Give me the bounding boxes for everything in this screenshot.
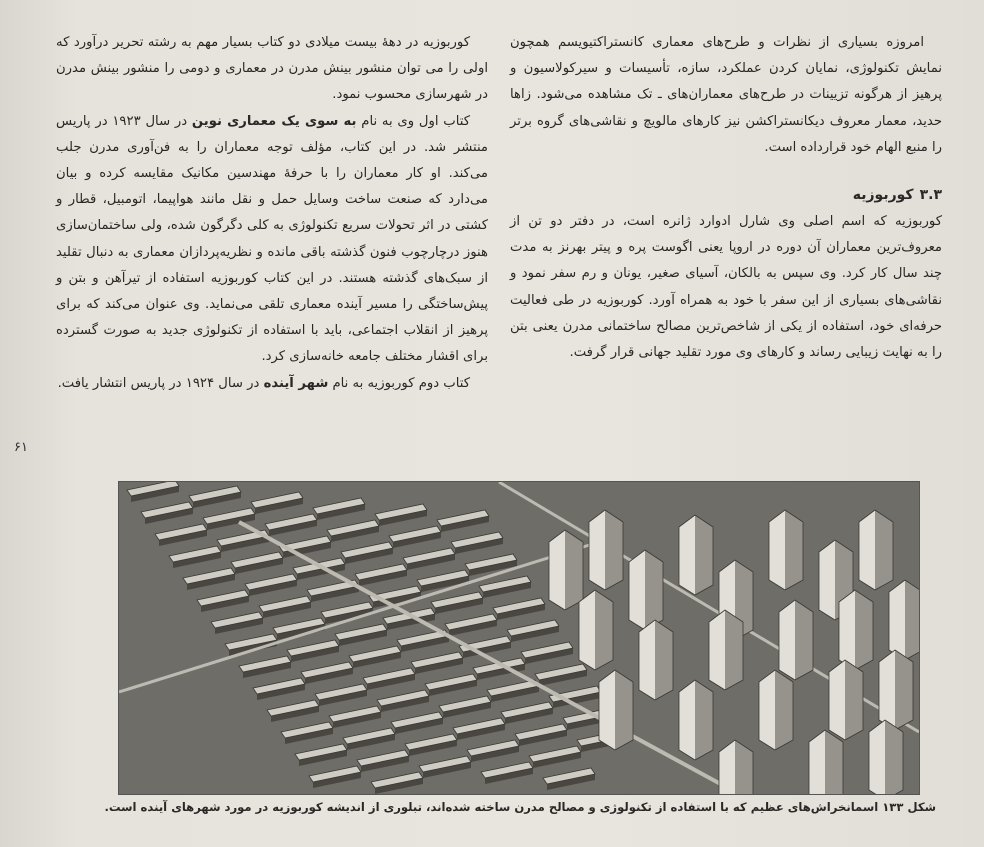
section-title: کوربوزیه bbox=[852, 187, 914, 204]
figure-caption: شکل ۱۳۳ اسمانخراش‌های عظیم که با استفاده از تکنولوژی و مصالح مدرن ساخته شده‌اند، تبلوری از اندیشه کوربوزیه در مورد شهرهای آینده است. bbox=[104, 800, 936, 814]
books-intro-paragraph: کوربوزیه در دههٔ بیست میلادی دو کتاب بسیار مهم به رشته تحریر درآورد که اولی را می توان منشور بینش مدرن در معماری و دومی را منشور بینش مدرن در شهرسازی محسوب نمود. bbox=[56, 35, 488, 103]
section-paragraph: کوربوزیه که اسم اصلی وی شارل ادوارد ژانره است، در دفتر دو تن از معروف‌ترین معماران آن دوره در اروپا یعنی اگوست پره و پیتر بهرنز به مدت چند سال کار کرد. وی سپس به بالکان، آسیای صغیر، یونان و رم سفر نمود و نقاشی‌های بسیاری از این سفر با خود به همراه آورد. کوربوزیه در طی فعالیت حرفه‌ای خود، استفاده از یکی از شاخص‌ترین مصالح ساختمانی مدرن یعنی بتن را به نهایت زیبایی رساند و کارهای وی مورد تقلید جهانی قرار گرفت. bbox=[510, 214, 942, 361]
city-of-tomorrow-figure bbox=[118, 481, 920, 795]
city-illustration bbox=[119, 482, 919, 794]
skyscraper-shadow bbox=[785, 510, 803, 590]
skyscraper-shadow bbox=[695, 680, 713, 760]
skyscraper-shadow bbox=[645, 550, 663, 630]
skyscraper-shadow bbox=[875, 510, 893, 590]
skyscraper-shadow bbox=[855, 590, 873, 670]
skyscraper-shadow bbox=[885, 720, 903, 794]
book-title-toward-architecture: به سوی یک معماری نوین bbox=[191, 113, 357, 129]
text-span: کتاب دوم کوربوزیه به نام bbox=[328, 375, 470, 391]
intro-paragraph: امروزه بسیاری از نظرات و طرح‌های معماری کانستراکتیویسم همچون نمایش تکنولوژی، نمایان کردن عملکرد، سازه، تأسیسات و سیرکولاسیون و پرهیز از هرگونه تزیینات در طرح‌های معماران‌های ـ تک مشاهده می‌شود. زاها حدید، معمار معروف دیکانستراکشن نیز کارهای مالویچ و نقاشی‌های گروه برتر را منبع الهام خود قرارداده است. bbox=[510, 35, 942, 155]
skyscraper-shadow bbox=[845, 660, 863, 740]
skyscraper-shadow bbox=[565, 530, 583, 610]
skyscraper-shadow bbox=[695, 515, 713, 595]
right-column bbox=[510, 30, 942, 366]
book-title-city-of-tomorrow: شهر آینده bbox=[263, 375, 329, 391]
text-span: کتاب اول وی به نام bbox=[356, 113, 470, 129]
skyscraper-shadow bbox=[605, 510, 623, 590]
text-span: در سال ۱۹۲۳ در پاریس منتشر شد. در این کتاب، مؤلف توجه معماران را به فن‌آوری مدرن جلب می‌کند. او کار معماران را با حرفهٔ مهندسین مکانیک مقایسه کرده و بیان می‌دارد که صنعت ساخت وسایل حمل و نقل مانند هواپیما، اتومبیل، قطار و کشتی در اثر تحولات سریع تکنولوژی به کلی دگرگون شده، ولی ساختمان‌سازی هنوز درچارچوب فنون گذشته باقی مانده و نظریه‌پردازان معماری به دنبال تقلید از سبک‌های گذشته هستند. در این کتاب کوربوزیه استفاده از تیرآهن و بتن و پیش‌ساختگی را مسیر آینده معماری تلقی می‌نماید. وی عنوان می‌کند که برای پرهیز از انقلاب اجتماعی، باید با استفاده از تکنولوژی جدید به صورت گسترده برای اقشار مختلف جامعه خانه‌سازی کرد. bbox=[56, 113, 488, 365]
second-book-paragraph bbox=[56, 371, 488, 397]
skyscraper-shadow bbox=[655, 620, 673, 700]
left-column bbox=[56, 30, 488, 397]
page-number: ۶۱ bbox=[14, 440, 28, 455]
skyscraper-shadow bbox=[595, 590, 613, 670]
skyscraper-shadow bbox=[795, 600, 813, 680]
skyscraper-shadow bbox=[775, 670, 793, 750]
skyscraper-shadow bbox=[905, 580, 919, 660]
section-number: ۳.۳ bbox=[919, 187, 942, 204]
section-heading bbox=[510, 181, 942, 209]
text-span: در سال ۱۹۲۴ در پاریس انتشار یافت. bbox=[57, 375, 264, 391]
skyscraper-shadow bbox=[895, 650, 913, 730]
skyscraper-shadow bbox=[615, 670, 633, 750]
skyscraper-shadow bbox=[725, 610, 743, 690]
first-book-paragraph bbox=[56, 109, 488, 371]
